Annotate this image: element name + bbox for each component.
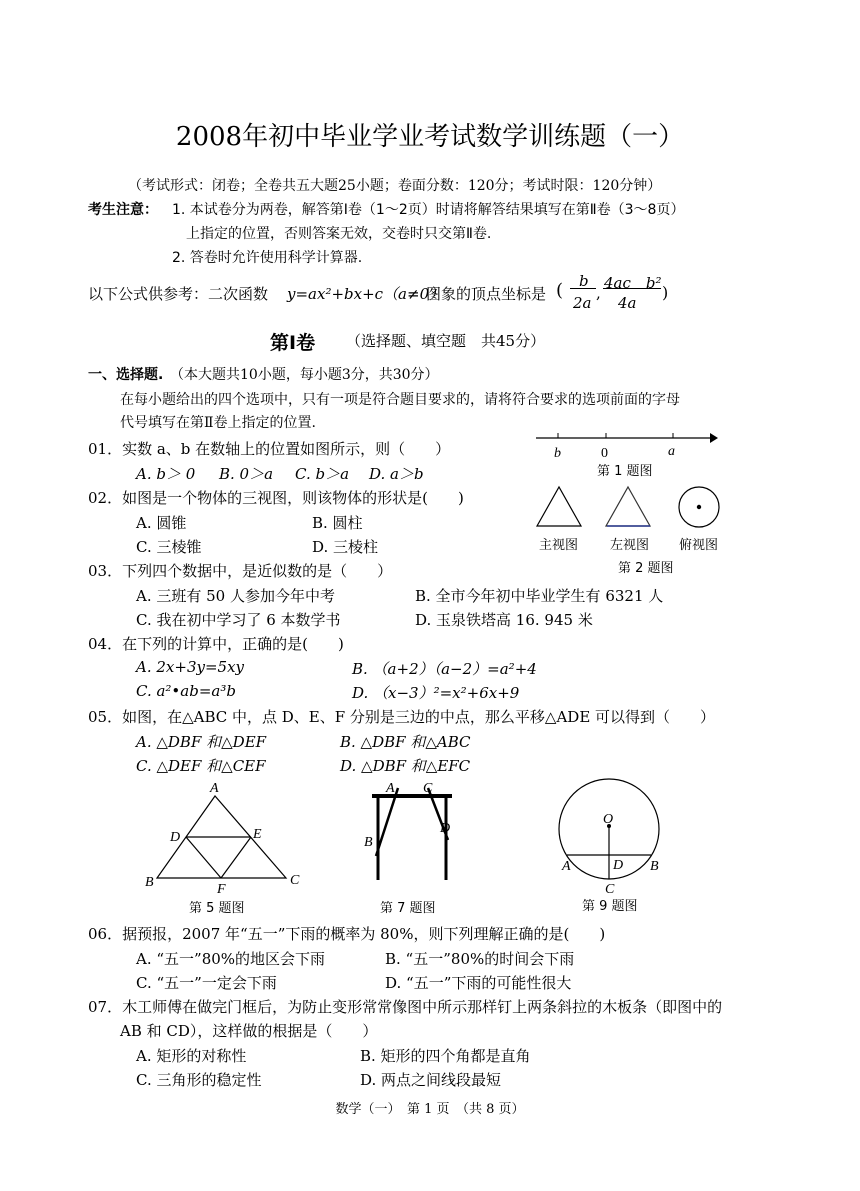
point-b-label: B — [364, 835, 373, 850]
point-c-label: C — [605, 882, 615, 895]
question-06-stem: 06．据预报，2007 年“五一”下雨的概率为 80%，则下列理解正确的是( ) — [88, 925, 606, 943]
section-heading-note: （本大题共10小题，每小题3分，共30分） — [170, 367, 439, 383]
front-view-triangle — [537, 487, 581, 526]
question-04-option-a: A. 2x+3y=5xy — [136, 658, 245, 676]
door-frame-figure — [360, 780, 460, 890]
question-07-option-c: C. 三角形的稳定性 — [136, 1071, 262, 1089]
triangle-midpoints-figure — [140, 778, 310, 896]
question-01-option-b: B. 0＞a — [219, 465, 274, 483]
figure-1-caption: 第 1 题图 — [597, 464, 653, 479]
question-02-option-a: A. 圆锥 — [136, 514, 187, 532]
question-05-option-d: D. △DBF 和△EFC — [340, 757, 471, 775]
label-b: b — [554, 446, 561, 461]
formula-frac1-bottom: 2a — [573, 294, 592, 312]
page-footer: 数学（一） 第 1 页 （共 8 页） — [335, 1102, 525, 1117]
volume-subtitle: （选择题、填空题 共45分） — [346, 332, 546, 350]
formula-paren-right: ) — [662, 283, 669, 302]
question-02-option-d: D. 三棱柱 — [312, 538, 379, 556]
formula-prefix: 以下公式供参考：二次函数 — [88, 285, 269, 303]
question-06-option-a: A. “五一”80%的地区会下雨 — [136, 950, 326, 968]
question-03-option-a: A. 三班有 50 人参加今年中考 — [136, 587, 335, 605]
question-03-option-c: C. 我在初中学习了 6 本数学书 — [136, 611, 341, 629]
question-02-option-b: B. 圆柱 — [312, 514, 363, 532]
question-07-stem-1: 07．木工师傅在做完门框后，为防止变形常常像图中所示那样钉上两条斜拉的木板条（即图中的 — [88, 998, 723, 1016]
point-d-label: D — [613, 858, 624, 873]
top-view-center — [697, 505, 701, 509]
point-c-label: C — [423, 781, 433, 796]
question-03-option-b: B. 全市今年初中毕业学生有 6321 人 — [415, 587, 664, 605]
label-0: 0 — [601, 446, 608, 461]
point-b-label: B — [650, 859, 659, 874]
side-view-label: 左视图 — [610, 538, 650, 553]
segment-ef — [221, 837, 251, 878]
formula-frac2-bar — [603, 288, 661, 289]
question-05-option-c: C. △DEF 和△CEF — [136, 757, 266, 775]
question-04-option-c: C. a²•ab=a³b — [136, 682, 236, 700]
question-02-stem: 02．如图是一个物体的三视图，则该物体的形状是( ) — [88, 489, 464, 507]
question-05-option-a: A. △DBF 和△DEF — [136, 733, 267, 751]
notice-label: 考生注意： — [88, 202, 158, 218]
point-c-label: C — [290, 873, 300, 888]
formula-comma: , — [596, 284, 601, 302]
point-f-label: F — [217, 882, 226, 896]
point-a-label: A — [210, 781, 219, 796]
question-01-option-d: D. a＞b — [369, 465, 424, 483]
point-b-label: B — [145, 875, 154, 890]
question-07-option-a: A. 矩形的对称性 — [136, 1047, 247, 1065]
question-06-option-c: C. “五一”一定会下雨 — [136, 974, 277, 992]
point-a-label: A — [386, 781, 395, 796]
question-04-option-b: B. （a+2）（a−2）=a²+4 — [352, 660, 537, 678]
formula-frac1-top: b — [579, 272, 589, 290]
question-07-option-d: D. 两点之间线段最短 — [360, 1071, 502, 1089]
question-03-option-d: D. 玉泉铁塔高 16. 945 米 — [415, 611, 593, 629]
question-07-stem-2: AB 和 CD），这样做的根据是（ ） — [120, 1022, 378, 1040]
question-05-option-b: B. △DBF 和△ABC — [340, 733, 471, 751]
exam-info: （考试形式：闭卷；全卷共五大题25小题；卷面分数：120分；考试时限：120分钟） — [128, 178, 662, 194]
formula-paren-left: ( — [556, 280, 564, 301]
question-06-option-b: B. “五一”80%的时间会下雨 — [385, 950, 575, 968]
point-a-label: A — [562, 859, 571, 874]
question-05-stem: 05．如图，在△ABC 中，点 D、E、F 分别是三边的中点，那么平移△ADE 可以得到（ ） — [88, 708, 716, 726]
number-line-arrow — [710, 433, 718, 443]
formula-function: y=ax²+bx+c（a≠0） — [287, 285, 445, 303]
side-view-triangle — [606, 487, 650, 526]
question-01-option-a: A. b＞ 0 — [136, 465, 196, 483]
section-heading: 一、选择题. — [88, 367, 164, 383]
question-04-stem: 04．在下列的计算中，正确的是( ) — [88, 635, 344, 653]
section-instruction-2: 代号填写在第Ⅱ卷上指定的位置. — [120, 415, 316, 431]
question-07-option-b: B. 矩形的四个角都是直角 — [360, 1047, 531, 1065]
point-d-label: D — [440, 821, 451, 836]
top-view-label: 俯视图 — [679, 538, 719, 553]
page-title: 2008年初中毕业学业考试数学训练题（一） — [175, 122, 685, 152]
label-a: a — [668, 444, 675, 459]
notice-line3: 2. 答卷时允许使用科学计算器. — [172, 250, 363, 266]
front-view-label: 主视图 — [539, 538, 579, 553]
circle-chord-figure — [555, 775, 675, 895]
point-d-label: D — [170, 830, 181, 845]
notice-line1: 1. 本试卷分为两卷，解答第Ⅰ卷（1～2页）时请将解答结果填写在第Ⅱ卷（3～8页） — [172, 202, 685, 218]
volume-title: 第Ⅰ卷 — [270, 332, 316, 354]
section-instruction-1: 在每小题给出的四个选项中，只有一项是符合题目要求的，请将符合要求的选项前面的字母 — [120, 392, 680, 408]
question-02-option-c: C. 三棱锥 — [136, 538, 202, 556]
number-line-figure — [530, 425, 720, 465]
formula-frac2-bottom: 4a — [618, 294, 637, 312]
formula-frac2-top: 4ac b² — [604, 274, 662, 292]
formula-frac1-bar — [570, 288, 596, 289]
question-03-stem: 03．下列四个数据中，是近似数的是（ ） — [88, 562, 393, 580]
figure-5-caption: 第 5 题图 — [189, 901, 245, 916]
segment-df — [186, 837, 221, 878]
figure-7-caption: 第 7 题图 — [380, 901, 436, 916]
question-06-option-d: D. “五一”下雨的可能性很大 — [385, 974, 572, 992]
figure-9-caption: 第 9 题图 — [582, 899, 638, 914]
three-view-figure — [530, 482, 730, 530]
point-o-label: O — [603, 812, 614, 827]
figure-2-caption: 第 2 题图 — [618, 561, 674, 576]
point-e-label: E — [253, 827, 262, 842]
question-01-option-c: C. b＞a — [295, 465, 350, 483]
notice-line2: 上指定的位置，否则答案无效，交卷时只交第Ⅱ卷. — [186, 226, 492, 242]
question-04-option-d: D. （x−3）²=x²+6x+9 — [352, 684, 520, 702]
formula-suffix: 图象的顶点坐标是 — [426, 285, 547, 303]
question-01-stem: 01．实数 a、b 在数轴上的位置如图所示，则（ ） — [88, 440, 451, 458]
